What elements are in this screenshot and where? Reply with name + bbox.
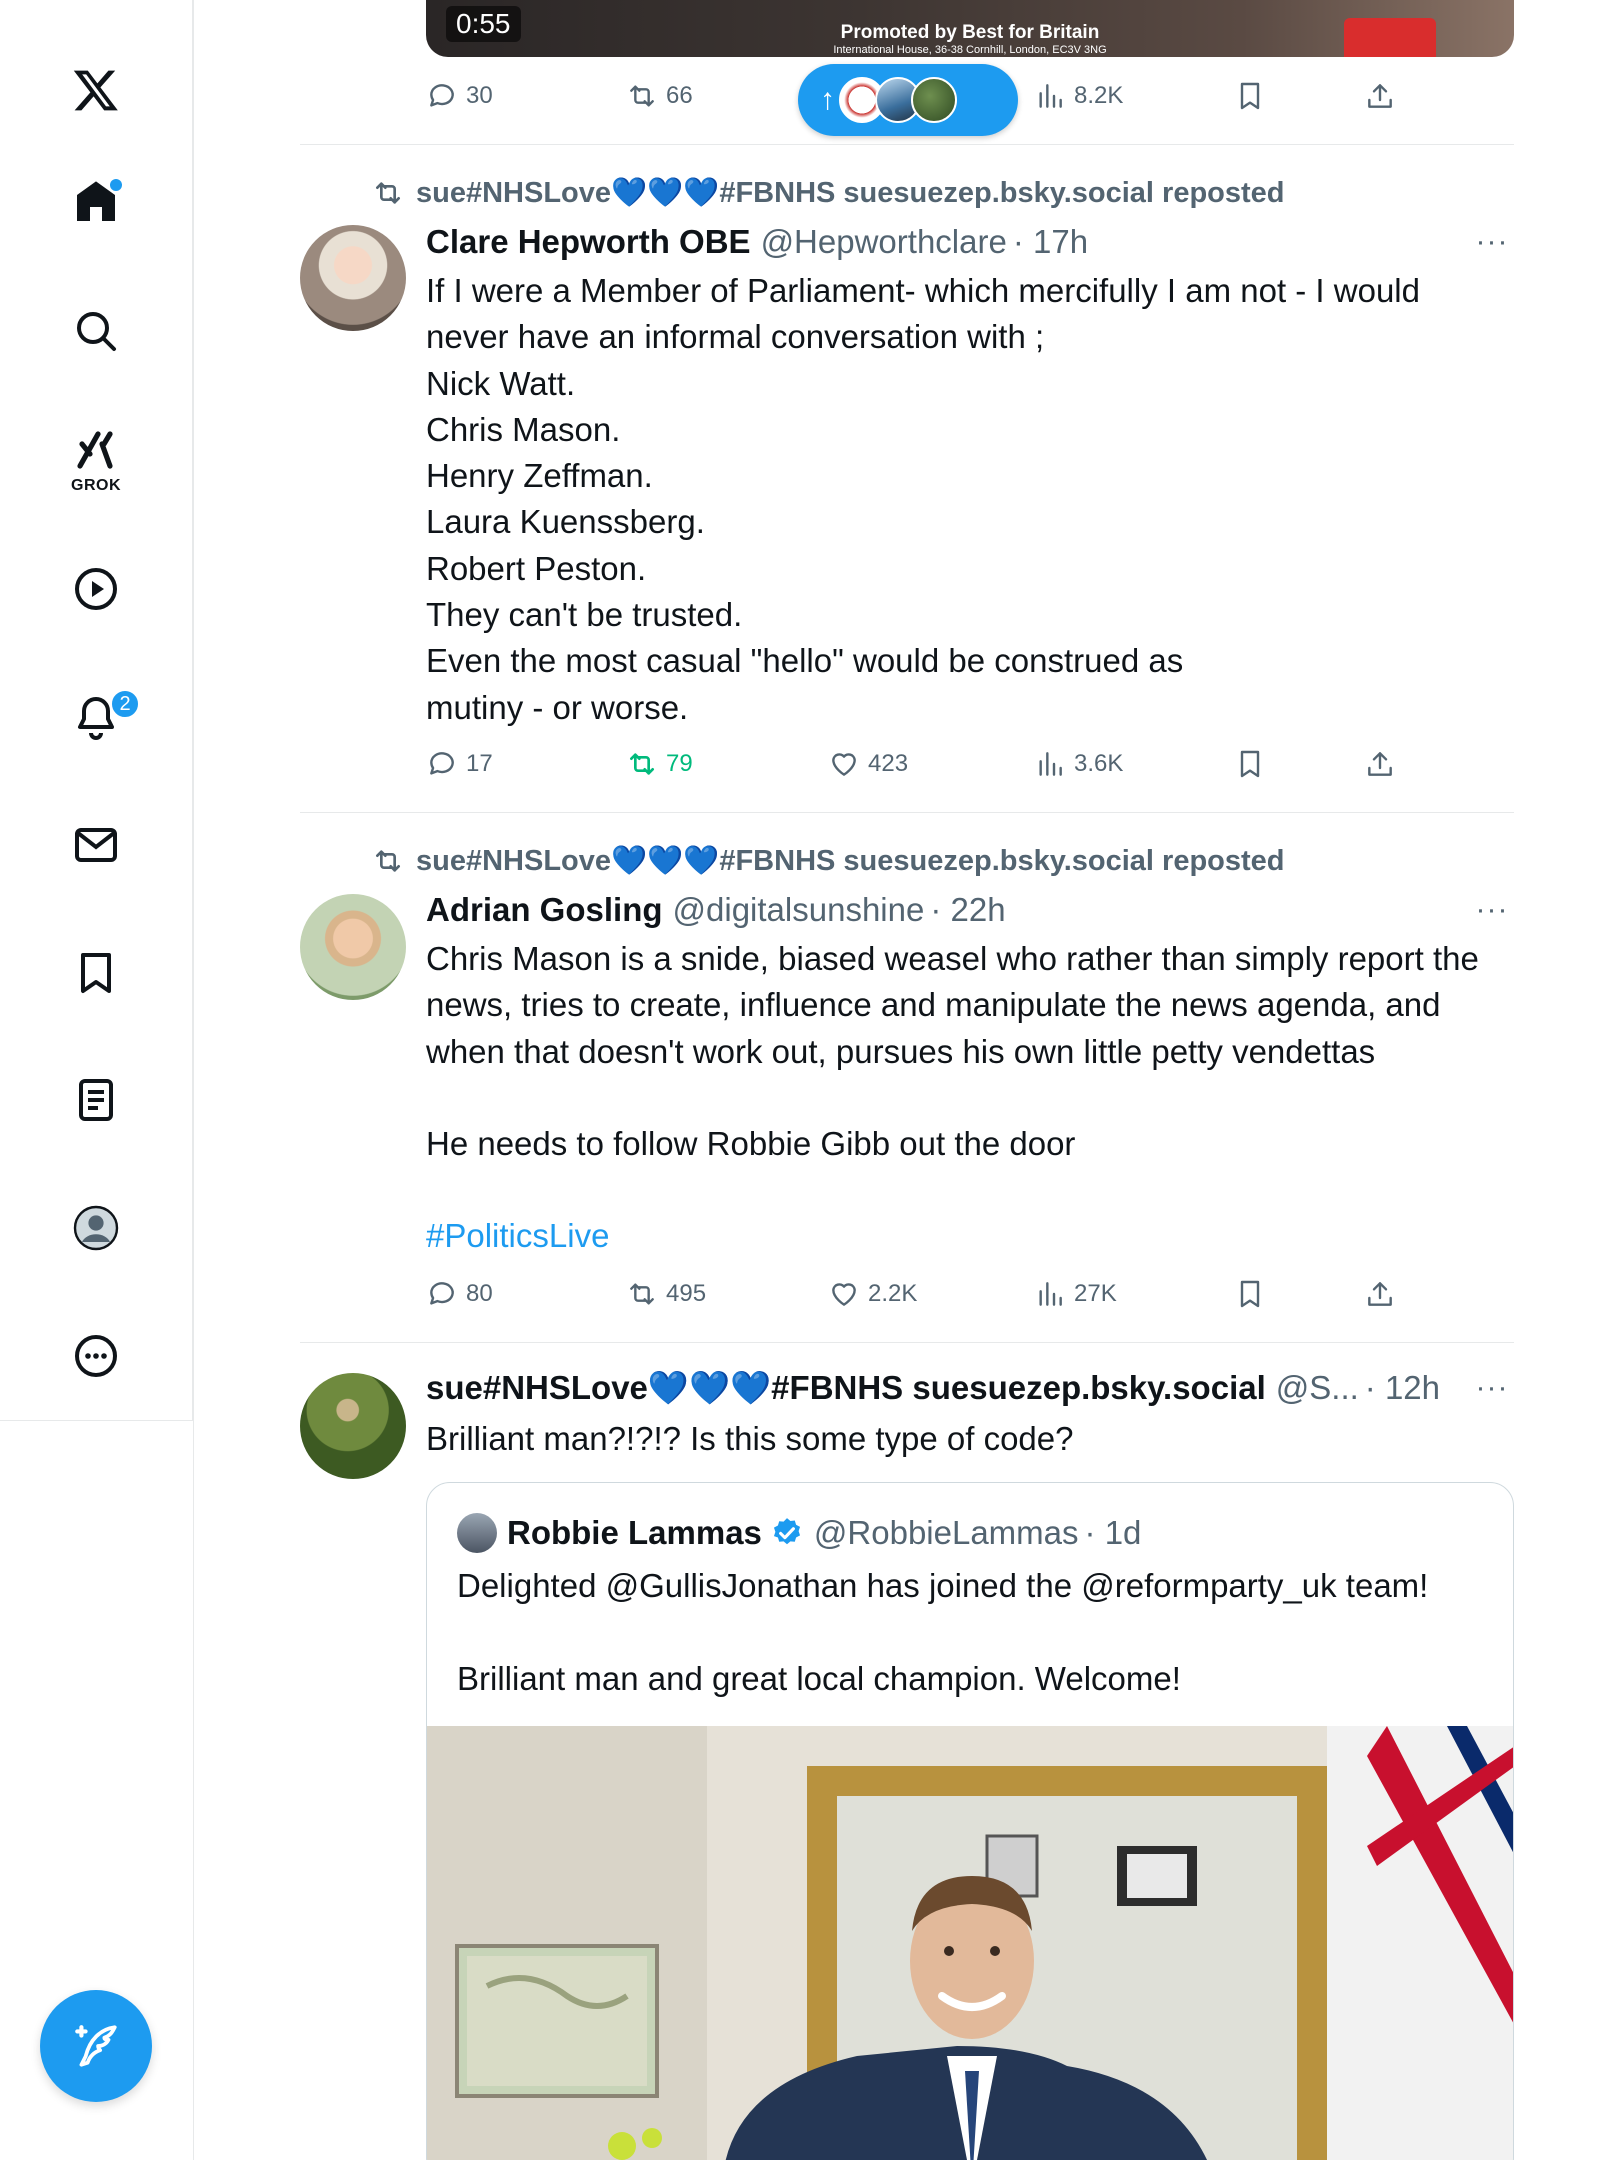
hashtag-link[interactable]: #PoliticsLive	[426, 1217, 610, 1255]
post-actions	[426, 1274, 1426, 1314]
post-text-line: Laura Kuenssberg.	[426, 503, 705, 541]
share-icon	[1364, 748, 1396, 780]
post-text-line: Henry Zeffman.	[426, 457, 653, 495]
reply-count: 30	[466, 82, 493, 109]
quote-author-name[interactable]: Robbie Lammas	[507, 1514, 762, 1551]
post-time[interactable]: · 12h	[1364, 1369, 1440, 1406]
author-handle[interactable]: @Hepworthclare	[760, 223, 1007, 260]
reply-icon	[426, 80, 458, 112]
more-options-icon[interactable]: ···	[1475, 893, 1509, 926]
bookmark-icon	[72, 949, 120, 997]
nav-more[interactable]	[55, 1315, 137, 1397]
post-text-line: Even the most casual "hello" would be construed as	[426, 642, 1184, 680]
post-text-line	[426, 1167, 1514, 1213]
nav-bookmarks[interactable]	[55, 932, 137, 1014]
arrow-up-icon: ↑	[820, 83, 835, 116]
repost-count: 79	[666, 750, 693, 777]
quote-time[interactable]: · 1d	[1084, 1514, 1142, 1551]
post-actions	[426, 744, 1426, 784]
post-text-line: when that doesn't work out, pursues his own little petty vendettas	[426, 1032, 1376, 1070]
repost-count: 66	[666, 82, 693, 109]
repost-button[interactable]	[626, 76, 693, 116]
quote-header	[457, 1513, 1141, 1553]
quote-text	[457, 1563, 1487, 1702]
share-button[interactable]	[1364, 76, 1396, 116]
post-text-line: If I were a Member of Parliament- which mercifully I am not - I would	[426, 272, 1420, 309]
bookmark-button[interactable]	[1234, 76, 1266, 116]
new-posts-pill[interactable]	[798, 64, 1018, 136]
quote-photo[interactable]	[427, 1726, 1514, 2160]
views-count: 8.2K	[1074, 82, 1124, 109]
share-button[interactable]	[1364, 744, 1396, 784]
repost-count: 495	[666, 1280, 707, 1307]
video-mug-shape	[1344, 18, 1436, 57]
post-text: Brilliant man?!?!? Is this some type of code?	[426, 1420, 1074, 1457]
repost-icon	[626, 80, 658, 112]
post-text-line	[426, 1075, 1514, 1121]
avatar-clare[interactable]	[300, 225, 406, 331]
promoted-video[interactable]	[426, 0, 1514, 57]
views-icon	[1034, 80, 1066, 112]
post-header	[426, 222, 1514, 262]
video-duration: 0:55	[446, 6, 521, 42]
repost-by-text[interactable]: sue#NHSLove💙💙💙#FBNHS suesuezep.bsky.social reposted	[416, 177, 1285, 209]
views-count: 27K	[1074, 1280, 1117, 1307]
post-text-line: Robert Peston.	[426, 549, 647, 587]
nav-messages[interactable]	[55, 804, 137, 886]
play-icon	[72, 565, 120, 613]
heart-icon	[828, 748, 860, 780]
bookmark-button[interactable]	[1234, 1274, 1266, 1314]
repost-indicator	[372, 176, 1285, 210]
post-text-line: They can't be trusted.	[426, 596, 743, 634]
quote-text-line: Brilliant man and great local champion. Welcome!	[457, 1659, 1181, 1697]
post-text-line: Chris Mason is a snide, biased weasel who rather than simply report the	[426, 940, 1479, 977]
more-options-icon[interactable]: ···	[1475, 225, 1509, 258]
post-header	[426, 890, 1514, 930]
author-name[interactable]: sue#NHSLove💙💙💙#FBNHS suesuezep.bsky.social	[426, 1368, 1266, 1406]
repost-icon	[626, 748, 658, 780]
repost-indicator	[372, 844, 1285, 878]
views-button[interactable]	[1034, 744, 1123, 784]
quote-text-line	[457, 1610, 1487, 1656]
post-header	[426, 1368, 1514, 1408]
like-button[interactable]	[828, 744, 908, 784]
grok-label: GROK	[71, 477, 121, 494]
nav-video[interactable]	[55, 548, 137, 630]
share-icon	[1364, 1278, 1396, 1310]
quote-avatar[interactable]	[457, 1513, 497, 1553]
sidebar-nav	[0, 0, 193, 1421]
nav-notifications[interactable]	[55, 676, 137, 758]
compose-button[interactable]	[40, 1990, 152, 2102]
reply-icon	[426, 748, 458, 780]
post-divider	[300, 812, 1514, 813]
reply-count: 80	[466, 1280, 493, 1307]
bookmark-icon	[1234, 1278, 1266, 1310]
post-text-line: Chris Mason.	[426, 410, 621, 448]
mail-icon	[72, 821, 120, 869]
repost-icon	[372, 845, 404, 877]
nav-grok[interactable]	[55, 420, 137, 502]
post-text-line: He needs to follow Robbie Gibb out the door	[426, 1124, 1076, 1162]
reply-button[interactable]	[426, 1274, 493, 1314]
post-time[interactable]: · 17h	[1012, 223, 1089, 260]
bookmark-icon	[1234, 748, 1266, 780]
office-photo-illustration	[427, 1726, 1514, 2160]
promo-address: International House, 36-38 Cornhill, London, EC3V 3NG	[833, 44, 1107, 56]
quote-author-handle[interactable]: @RobbieLammas	[813, 1514, 1079, 1551]
quote-text-line: Delighted @GullisJonathan has joined the @reformparty_uk team!	[457, 1567, 1429, 1604]
x-logo-icon[interactable]	[55, 49, 137, 131]
profile-icon	[72, 1204, 120, 1252]
author-handle[interactable]: @digitalsunshine	[672, 891, 925, 928]
repost-button[interactable]	[626, 1274, 706, 1314]
more-circle-icon	[72, 1332, 120, 1380]
like-count: 423	[868, 750, 909, 777]
post-text-line: Nick Watt.	[426, 364, 576, 402]
views-button[interactable]	[1034, 76, 1123, 116]
views-icon	[1034, 1278, 1066, 1310]
reply-icon	[426, 1278, 458, 1310]
views-icon	[1034, 748, 1066, 780]
author-name[interactable]: Clare Hepworth OBE	[426, 223, 751, 260]
share-button[interactable]	[1364, 1274, 1396, 1314]
nav-home[interactable]	[55, 161, 137, 243]
list-icon	[72, 1076, 120, 1124]
promo-label: Promoted by Best for Britain	[840, 22, 1100, 43]
post-divider	[300, 1342, 1514, 1343]
post-text-line: never have an informal conversation with ;	[426, 318, 1045, 356]
repost-by-text[interactable]: sue#NHSLove💙💙💙#FBNHS suesuezep.bsky.social reposted	[416, 845, 1285, 877]
sidebar-divider	[193, 0, 194, 2160]
post-text	[426, 268, 1514, 731]
reply-count: 17	[466, 750, 493, 777]
post-text	[426, 936, 1514, 1259]
more-options-icon[interactable]: ···	[1475, 1371, 1509, 1404]
repost-icon	[372, 177, 404, 209]
verified-badge-icon	[770, 1516, 804, 1550]
views-button[interactable]	[1034, 1274, 1117, 1314]
post-text-line: mutiny - or worse.	[426, 688, 689, 726]
author-handle[interactable]: @S...	[1275, 1369, 1359, 1406]
post-time[interactable]: · 22h	[930, 891, 1006, 928]
grok-icon	[72, 426, 120, 474]
like-button[interactable]	[828, 1274, 917, 1314]
heart-icon	[828, 1278, 860, 1310]
reply-button[interactable]	[426, 744, 493, 784]
bookmark-icon	[1234, 80, 1266, 112]
notification-badge: 2	[110, 689, 140, 719]
home-new-dot	[110, 179, 122, 191]
repost-icon	[626, 1278, 658, 1310]
avatar-sue[interactable]	[300, 1373, 406, 1479]
post-divider	[300, 144, 1514, 145]
views-count: 3.6K	[1074, 750, 1124, 777]
avatar-adrian[interactable]	[300, 894, 406, 1000]
share-icon	[1364, 80, 1396, 112]
reply-button[interactable]	[426, 76, 493, 116]
search-icon	[72, 307, 120, 355]
nav-profile[interactable]	[55, 1187, 137, 1269]
like-count: 2.2K	[868, 1280, 918, 1307]
pill-avatar	[911, 77, 957, 123]
nav-search[interactable]	[55, 290, 137, 372]
compose-feather-icon	[71, 2021, 121, 2071]
post-text-line: news, tries to create, influence and manipulate the news agenda, and	[426, 986, 1441, 1024]
author-name[interactable]: Adrian Gosling	[426, 891, 663, 928]
bookmark-button[interactable]	[1234, 744, 1266, 784]
quoted-post[interactable]	[426, 1482, 1514, 2160]
nav-lists[interactable]	[55, 1059, 137, 1141]
repost-button[interactable]	[626, 744, 693, 784]
